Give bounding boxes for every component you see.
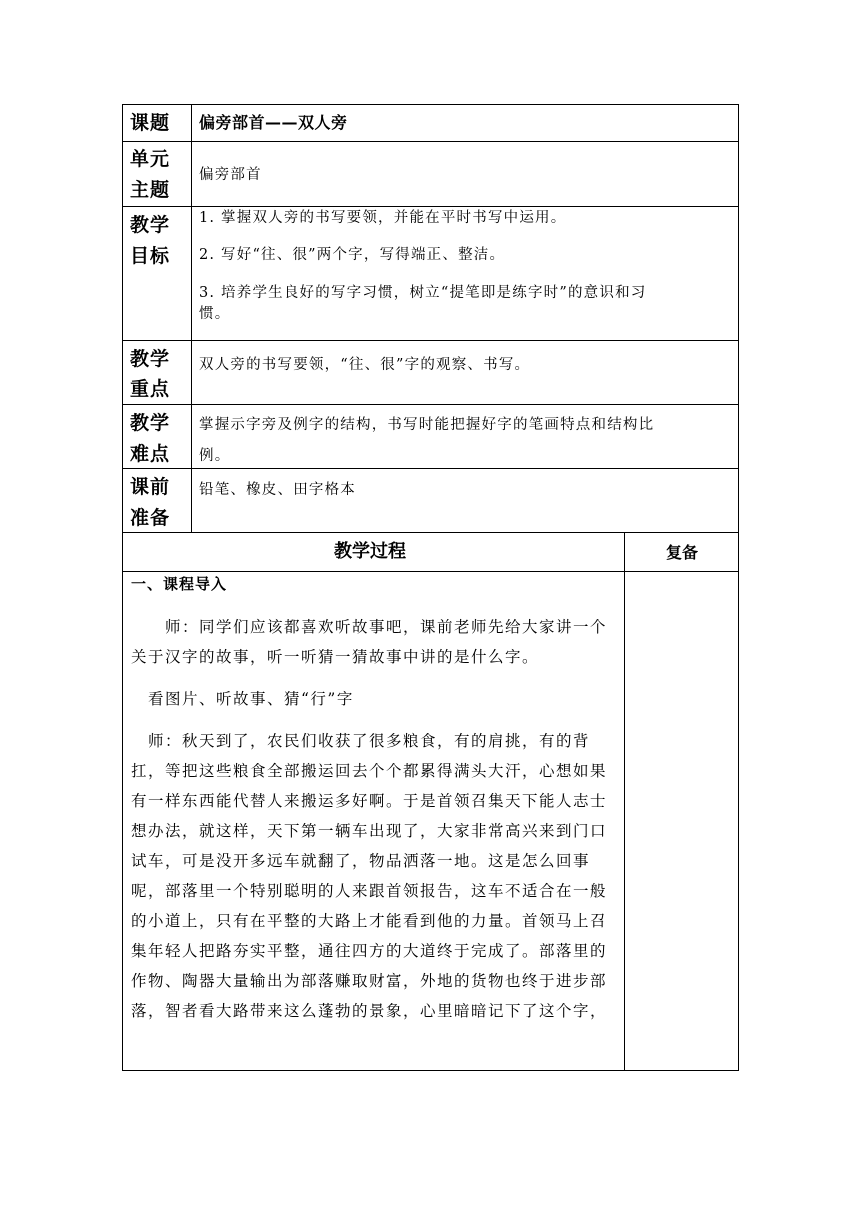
review-header: 复备 (666, 543, 699, 562)
objectives-label-line1: 教学 (130, 214, 171, 236)
table-border (122, 104, 123, 1071)
unit-value: 偏旁部首 (199, 167, 262, 183)
key-points-label-line1: 教学 (130, 348, 171, 370)
story-line: 试车，可是没开多远车就翻了，物品洒落一地。这是怎么回事 (131, 852, 591, 870)
preparation-label-line2: 准备 (130, 507, 171, 529)
table-border (122, 532, 739, 533)
story-text (131, 612, 619, 1026)
story-line: 有一样东西能代替人来搬运多好啊。于是首领召集天下能人志士 (131, 792, 608, 810)
key-points-value: 双人旁的书写要领，“往、很”字的观察、书写。 (199, 357, 531, 373)
difficulties-value-line1: 掌握示字旁及例字的结构，书写时能把握好字的笔画特点和结构比 (199, 417, 655, 433)
difficulties-label-line1: 教学 (130, 412, 171, 434)
story-line: 师：秋天到了，农民们收获了很多粮食，有的肩挑，有的背 (131, 732, 591, 750)
topic-label: 课题 (130, 112, 171, 134)
preparation-label-line1: 课前 (130, 476, 171, 498)
objective-item-1: 1. 掌握双人旁的书写要领，并能在平时书写中运用。 (199, 210, 567, 226)
story-line: 关于汉字的故事，听一听猜一猜故事中讲的是什么字。 (131, 648, 540, 666)
story-line: 呢，部落里一个特别聪明的人来跟首领报告，这车不适合在一般 (131, 882, 608, 900)
story-line: 集年轻人把路夯实平整，通往四方的大道终于完成了。部落里的 (131, 942, 608, 960)
objective-item-3-cont: 惯。 (199, 306, 231, 322)
table-border (122, 206, 739, 207)
unit-label-line1: 单元 (130, 148, 171, 170)
table-border (191, 104, 192, 532)
objectives-label-line2: 目标 (130, 245, 171, 267)
story-line: 师：同学们应该都喜欢听故事吧，课前老师先给大家讲一个 (131, 618, 608, 636)
objective-item-3: 3. 培养学生良好的写字习惯，树立“提笔即是练字时”的意识和习 (199, 285, 647, 301)
story-line: 的小道上，只有在平整的大路上才能看到他的力量。首领马上召 (131, 912, 608, 930)
process-header: 教学过程 (334, 541, 406, 562)
story-line: 看图片、听故事、猜“行”字 (131, 690, 354, 708)
difficulties-value-line2: 例。 (199, 448, 231, 464)
objective-item-2: 2. 写好“往、很”两个字，写得端正、整洁。 (199, 247, 506, 263)
story-line: 落，智者看大路带来这么蓬勃的景象，心里暗暗记下了这个字， (131, 1002, 608, 1020)
table-border (122, 468, 739, 469)
table-border (122, 571, 739, 572)
table-border (624, 532, 625, 1070)
difficulties-label-line2: 难点 (130, 443, 171, 465)
table-border (122, 340, 739, 341)
unit-label-line2: 主题 (130, 179, 171, 201)
topic-value: 偏旁部首——双人旁 (199, 113, 348, 132)
preparation-value: 铅笔、橡皮、田字格本 (199, 482, 356, 498)
table-border (122, 141, 739, 142)
table-border (122, 104, 739, 105)
table-border (122, 1070, 739, 1071)
story-line: 作物、陶器大量输出为部落赚取财富，外地的货物也终于进步部 (131, 972, 608, 990)
section-title: 一、课程导入 (131, 575, 228, 593)
key-points-label-line2: 重点 (130, 378, 171, 400)
table-border (738, 104, 739, 1071)
story-line: 想办法，就这样，天下第一辆车出现了，大家非常高兴来到门口 (131, 822, 608, 840)
story-line: 扛，等把这些粮食全部搬运回去个个都累得满头大汗，心想如果 (131, 762, 608, 780)
table-border (122, 404, 739, 405)
